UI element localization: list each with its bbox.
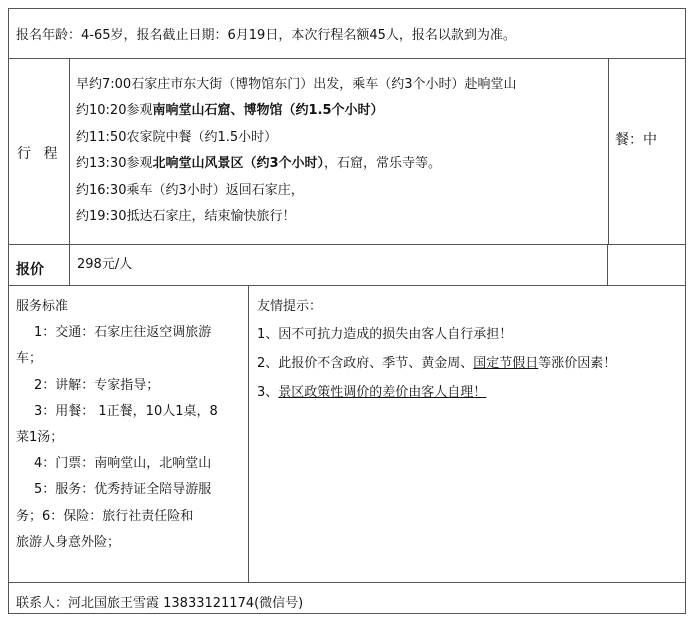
service-line: 3：用餐： 1正餐，10人1桌，8	[34, 403, 218, 419]
contact-text: 联系人：河北国旅王雪霞 13833121174(微信号)	[16, 596, 304, 611]
price-label: 报价	[16, 262, 44, 278]
service-standards	[9, 286, 249, 582]
price-value: 298元/人	[77, 257, 133, 272]
itinerary-line: 早约7:00石家庄市东大街（博物馆东门）出发，乘车（约3个小时）赴响堂山	[76, 77, 517, 92]
itinerary-label-cell	[9, 59, 70, 244]
service-line: 1：交通：石家庄往返空调旅游	[34, 325, 212, 341]
itinerary-table	[8, 8, 686, 614]
itinerary-line: 约10:20参观南响堂山石窟、博物馆（约1.5个小时）	[76, 103, 384, 119]
tip-line: 3、景区政策性调价的差价由客人自理！	[257, 385, 487, 400]
service-title: 服务标准	[16, 299, 69, 314]
service-line: 车；	[16, 351, 43, 367]
service-line: 务；6：保险：旅行社责任险和	[16, 508, 194, 524]
services-tips-row	[8, 286, 686, 582]
service-line: 2：讲解：专家指导；	[34, 377, 160, 393]
service-line: 4：门票：南响堂山，北响堂山	[34, 456, 212, 472]
price-label-cell	[9, 245, 70, 285]
itinerary-line: 约11:50农家院中餐（约1.5小时）	[76, 129, 278, 145]
itinerary-line: 约19:30抵达石家庄，结束愉快旅行！	[76, 208, 296, 224]
meal-text: 餐：中	[615, 132, 657, 148]
itinerary-line: 约13:30参观北响堂山风景区（约3个小时），石窟，常乐寺等。	[76, 156, 442, 172]
registration-info-row	[8, 8, 686, 59]
price-row	[8, 244, 686, 286]
service-line: 5：服务：优秀持证全陪导游服	[34, 482, 212, 498]
meal-cell	[608, 59, 686, 244]
friendly-tips	[249, 286, 685, 582]
service-line: 旅游人身意外险；	[16, 534, 121, 550]
contact-row	[8, 582, 686, 614]
tips-title: 友情提示：	[257, 299, 323, 314]
registration-info-text: 报名年龄：4-65岁，报名截止日期：6月19日，本次行程名额45人，报名以款到为准。	[16, 28, 516, 43]
tip-line: 1、因不可抗力造成的损失由客人自行承担！	[257, 327, 513, 342]
tip-line: 2、此报价不含政府、季节、黄金周、国定节假日等涨价因素！	[257, 356, 617, 371]
itinerary-row	[8, 59, 686, 244]
service-line: 菜1汤；	[16, 429, 64, 445]
itinerary-schedule	[69, 59, 608, 244]
itinerary-label: 行 程	[17, 146, 62, 162]
itinerary-line: 约16:30乘车（约3小时）返回石家庄，	[76, 182, 304, 198]
price-value-cell	[69, 245, 608, 285]
